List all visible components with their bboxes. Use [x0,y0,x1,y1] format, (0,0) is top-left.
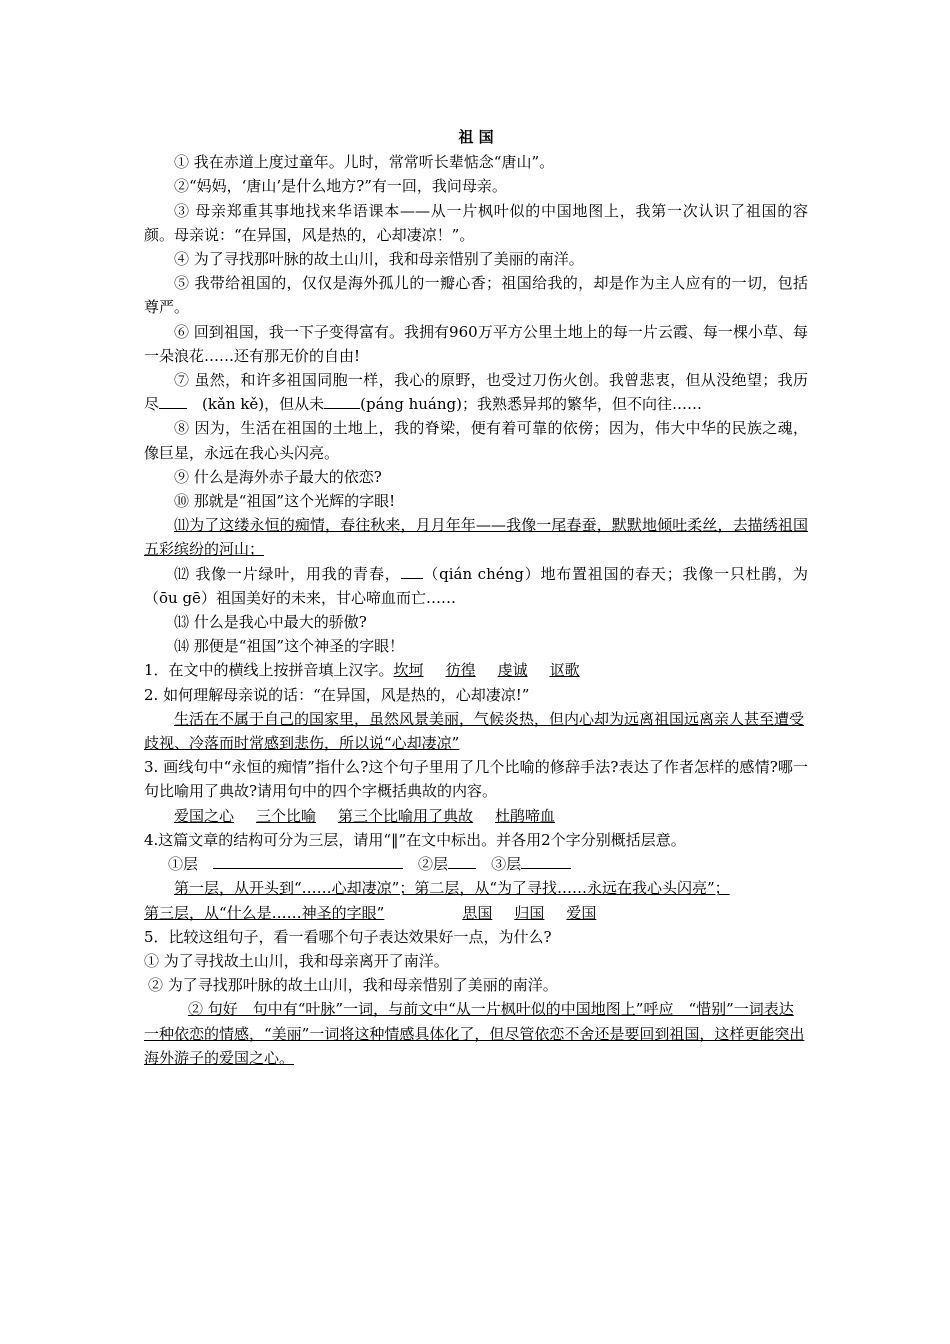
paragraph-14: ⒁ 那便是“祖国”这个神圣的字眼！ [174,637,405,656]
layer-3-blank [521,853,571,869]
answer-4-range-3: 第三层，从“什么是……神圣的字眼” [144,903,385,922]
layer-3-label: ③层 [491,855,522,874]
paragraph-7 [144,368,808,416]
paragraph-12-text-a: ⑿ 我像一片绿叶，用我的青春， [174,564,401,583]
paragraph-3: ③ 母亲郑重其事地找来华语课本——从一片枫叶似的中国地图上，我第一次认识了祖国的容颜。母亲说：“在异国，风是热的，心却凄凉！”。 [144,201,808,244]
document-page [144,125,808,1070]
question-1-label: 1．在文中的横线上按拼音填上汉字。 [144,661,394,680]
paragraph-1: ① 我在赤道上度过童年。儿时，常常听长辈惦念“唐山”。 [174,153,555,172]
answer-1-word-4: 讴歌 [549,661,580,680]
answer-4-word-2: 归国 [514,903,545,922]
answer-4-line-1: 第一层，从开头到“……心却凄凉”；第二层，从“为了寻找……永远在我心头闪亮”； [174,879,730,898]
question-2: 2. 如何理解母亲说的话：“在异国，风是热的，心却凄凉!” [144,685,530,704]
answer-4-word-1: 思国 [462,903,493,922]
paragraph-4: ④ 为了寻找那叶脉的故土山川，我和母亲惜别了美丽的南洋。 [174,250,584,269]
paragraph-7-text-c: (páng huáng)；我熟悉异邦的繁华，但不向往…… [360,395,702,414]
question-4-layers [144,852,808,876]
answer-3-part-1: 爱国之心 [174,806,235,825]
fill-blank-3 [401,563,423,579]
answer-1-word-3: 虔诚 [497,661,528,680]
answer-1-word-1: 坎坷 [393,661,424,680]
paragraph-6: ⑥ 回到祖国，我一下子变得富有。我拥有960万平方公里土地上的每一片云霞、每一棵小草、每一朵浪花……还有那无价的自由! [144,322,808,365]
answer-3 [144,804,808,828]
paragraph-11 [144,513,808,561]
answer-3-part-4: 杜鹃啼血 [495,806,556,825]
question-5-sentence-2: ② 为了寻找那叶脉的故土山川，我和母亲惜别了美丽的南洋。 [148,976,558,995]
paragraph-12 [144,562,808,610]
paragraph-11-number: ⑾ [174,516,190,535]
paragraph-13: ⒀ 什么是我心中最大的骄傲? [174,613,367,632]
paragraph-12-text-b: （qián chéng）地布置祖国的春天；我像一只杜鹃，为（ōu gē）祖国美好的未来，甘心啼血而亡…… [144,564,808,607]
question-4: 4.这篇文章的结构可分为三层，请用“‖”在文中标出。并各用2个字分别概括层意。 [144,830,686,849]
question-5: 5．比较这组句子，看一看哪个句子表达效果好一点，为什么? [144,927,552,946]
question-1 [144,658,808,682]
fill-blank-1 [159,393,187,409]
layer-2-blank [448,853,476,869]
answer-4-line-2 [144,901,808,925]
layer-1-label: ①层 [168,855,199,874]
paragraph-2: ②“妈妈，‘唐山’是什么地方?”有一回，我问母亲。 [174,177,507,196]
paragraph-9: ⑨ 什么是海外赤子最大的依恋? [174,467,382,486]
paragraph-7-text-a: ⑦ 虽然，和许多祖国同胞一样，我心的原野，也受过刀伤火创。我曾悲衷，但从没绝望；我历尽 [144,371,808,414]
page-title: 祖 国 [458,128,494,146]
paragraph-7-text-b: (kǎn kě)，但从未 [202,395,325,414]
answer-1-word-2: 彷徨 [445,661,476,680]
paragraph-8: ⑧ 因为，生活在祖国的土地上，我的脊梁，便有着可靠的依傍；因为，伟大中华的民族之魂，像巨星，永远在我心头闪亮。 [144,419,808,462]
fill-blank-2 [324,393,360,409]
answer-2: 生活在不属于自己的国家里，虽然风景美丽，气候炎热，但内心却为远离祖国远离亲人甚至遭受歧视、冷落而时常感到悲伤，所以说“心却凄凉” [144,709,805,753]
answer-5: ② 句好 句中有“叶脉”一词，与前文中“从一片枫叶似的中国地图上”呼应 “惜别”一词表达一种依恋的情感，“美丽”一词将这种情感具体化了，但尽管依恋不舍还是要回到祖国，这样更能突出海外游子的爱国之心。 [144,1000,805,1067]
layer-2-label: ②层 [418,855,449,874]
answer-3-part-2: 三个比喻 [256,806,317,825]
paragraph-5: ⑤ 我带给祖国的，仅仅是海外孤儿的一瓣心香；祖国给我的，却是作为主人应有的一切，包括尊严。 [144,274,808,317]
underlined-sentence: 为了这缕永恒的痴情，春往秋来，月月年年——我像一尾春蚕，默默地倾吐柔丝，去描绣祖国五彩缤纷的河山； [144,516,808,559]
answer-3-part-3: 第三个比喻用了典故 [338,806,474,825]
paragraph-10: ⑩ 那就是“祖国”这个光辉的字眼! [174,492,396,511]
question-5-sentence-1: ① 为了寻找故土山川，我和母亲离开了南洋。 [144,951,449,970]
layer-1-blank [213,853,403,869]
answer-4-word-3: 爱国 [566,903,597,922]
question-3: 3. 画线句中“永恒的痴情”指什么?这个句子里用了几个比喻的修辞手法?表达了作者怎样的感情?哪一句比喻用了典故?请用句中的四个字概括典故的内容。 [144,758,808,801]
